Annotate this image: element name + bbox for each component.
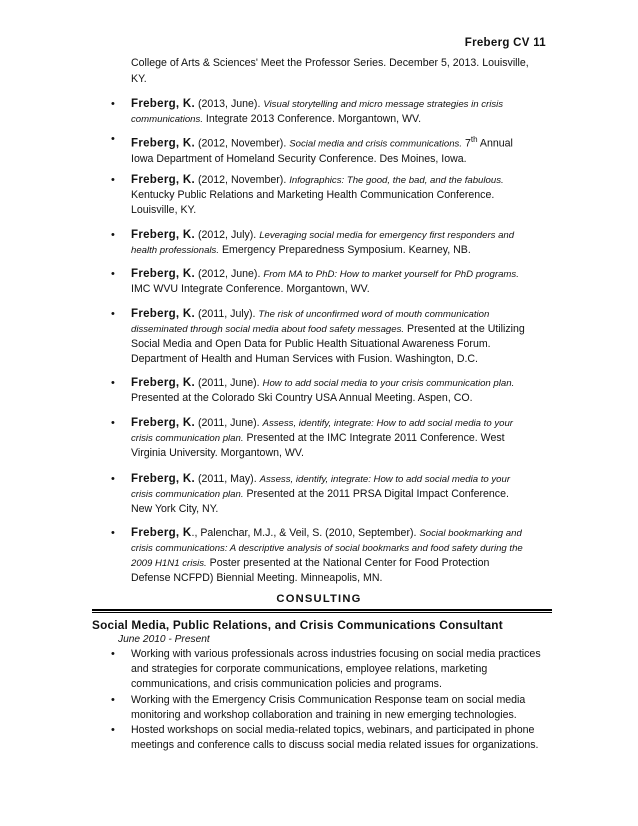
citation-date: (2012, June).: [195, 268, 264, 280]
citation-date: (2011, May).: [195, 473, 260, 485]
citation-date: (2012, November).: [195, 174, 290, 186]
citation: [131, 472, 531, 517]
citation: [131, 132, 531, 167]
ordinal-suffix: th: [470, 135, 478, 144]
bullet-icon: •: [111, 98, 115, 110]
continued-entry: College of Arts & Sciences' Meet the Professor Series. December 5, 2013. Louisville, KY.: [131, 57, 529, 85]
citation: [131, 526, 531, 586]
citation: [131, 267, 531, 297]
bullet-icon: •: [111, 229, 115, 241]
duty-text: Working with various professionals across industries focusing on social media practices and strategies for corporate communications, employee relations, marketing communications, and crisis communication policies and programs.: [131, 648, 541, 690]
bullet-icon: •: [111, 417, 115, 429]
citation: [131, 376, 531, 406]
job-title: Social Media, Public Relations, and Crisis Communications Consultant: [92, 618, 503, 632]
bullet-icon: •: [111, 648, 115, 660]
citation: [131, 307, 531, 367]
citation-venue: Presented at the IMC Integrate 2011 Conference. West Virginia University. Morgantown, WV.: [131, 432, 505, 459]
citation-author: Freberg, K.: [131, 308, 196, 320]
section-heading-consulting: CONSULTING: [276, 593, 362, 605]
citation-author: Freberg, K.: [131, 473, 196, 485]
bullet-icon: •: [111, 473, 115, 485]
citation: [131, 97, 531, 127]
citation-title: Assess, identify, integrate: How to add social media to your crisis communication plan.: [131, 418, 513, 444]
bullet-icon: •: [111, 174, 115, 186]
citation-title: Visual storytelling and micro message strategies in crisis communications.: [131, 99, 504, 125]
citation-date: (2012, July).: [195, 229, 260, 241]
page-header: Freberg CV 11: [464, 37, 546, 49]
citation-title: Infographics: The good, the bad, and the fabulous.: [289, 175, 504, 186]
citation-venue: Presented at the Utilizing Social Media and Open Data for Public Health Situational Awareness Forum. Department of Health and Human Services with Fusion. Washington, D.C.: [131, 323, 525, 365]
citation-venue: Presented at the 2011 PRSA Digital Impact Conference. New York City, NY.: [131, 488, 509, 515]
citation-date: (2011, June).: [195, 417, 263, 429]
citation-venue: Emergency Preparedness Symposium. Kearney, NB.: [219, 244, 471, 256]
citation-title: Social media and crisis communications.: [289, 138, 462, 150]
citation-date: (2011, July).: [195, 308, 259, 320]
citation-date: ., Palenchar, M.J., & Veil, S. (2010, September).: [191, 527, 420, 539]
bullet-icon: •: [111, 694, 115, 706]
citation: [131, 173, 531, 218]
citation: [131, 416, 531, 461]
bullet-icon: •: [111, 527, 115, 539]
citation-venue-number: 7: [462, 137, 471, 150]
citation-date: (2011, June).: [195, 377, 263, 389]
citation-author: Freberg, K.: [131, 229, 196, 241]
bullet-icon: •: [111, 377, 115, 389]
citation-author: Freberg, K.: [131, 417, 196, 429]
bullet-icon: •: [111, 308, 115, 320]
job-date: June 2010 - Present: [118, 634, 210, 645]
citation-author: Freberg, K.: [131, 137, 196, 150]
citation-author: Freberg, K: [131, 527, 192, 539]
duty-text: Working with the Emergency Crisis Communication Response team on social media monitoring and workshop collaboration and training in new emerging technologies.: [131, 694, 526, 721]
citation-author: Freberg, K.: [131, 174, 196, 186]
citation-title: Leveraging social media for emergency first responders and health professionals.: [131, 230, 515, 256]
citation-title: How to add social media to your crisis communication plan.: [262, 378, 515, 389]
bullet-icon: •: [111, 133, 115, 145]
citation-venue: IMC WVU Integrate Conference. Morgantown, WV.: [131, 283, 370, 295]
citation-venue: Kentucky Public Relations and Marketing Health Communication Conference. Louisville, KY.: [131, 189, 495, 216]
citation-venue: Annual Iowa Department of Homeland Security Conference. Des Moines, Iowa.: [131, 137, 513, 165]
citation-title: The risk of unconfirmed word of mouth communication disseminated through social media about food safety messages.: [131, 309, 490, 335]
citation-venue: Presented at the Colorado Ski Country USA Annual Meeting. Aspen, CO.: [131, 392, 473, 404]
section-divider-thin: [92, 612, 552, 613]
citation-title: Social bookmarking and crisis communications: A descriptive analysis of social bookmarks and food safety during the 2009 H1N1 crisis.: [131, 528, 523, 569]
citation-venue: Poster presented at the National Center for Food Protection Defense NCFPD) Biennial Meeting. Minneapolis, MN.: [131, 557, 490, 584]
citation-author: Freberg, K.: [131, 268, 196, 280]
citation-date: (2012, November).: [195, 137, 290, 150]
citation-author: Freberg, K.: [131, 98, 196, 110]
duty-text: Hosted workshops on social media-related topics, webinars, and participated in phone meetings and conference calls to discuss social media related issues for organizations.: [131, 724, 539, 751]
citation-author: Freberg, K.: [131, 377, 196, 389]
citation-date: (2013, June).: [195, 98, 264, 110]
citation: [131, 228, 531, 258]
section-divider: [92, 609, 552, 611]
citation-venue: Integrate 2013 Conference. Morgantown, WV.: [202, 113, 422, 125]
citation-title: Assess, identify, integrate: How to add social media to your crisis communication plan.: [131, 474, 511, 500]
bullet-icon: •: [111, 724, 115, 736]
citation-title: From MA to PhD: How to market yourself for PhD programs.: [263, 269, 519, 280]
bullet-icon: •: [111, 268, 115, 280]
